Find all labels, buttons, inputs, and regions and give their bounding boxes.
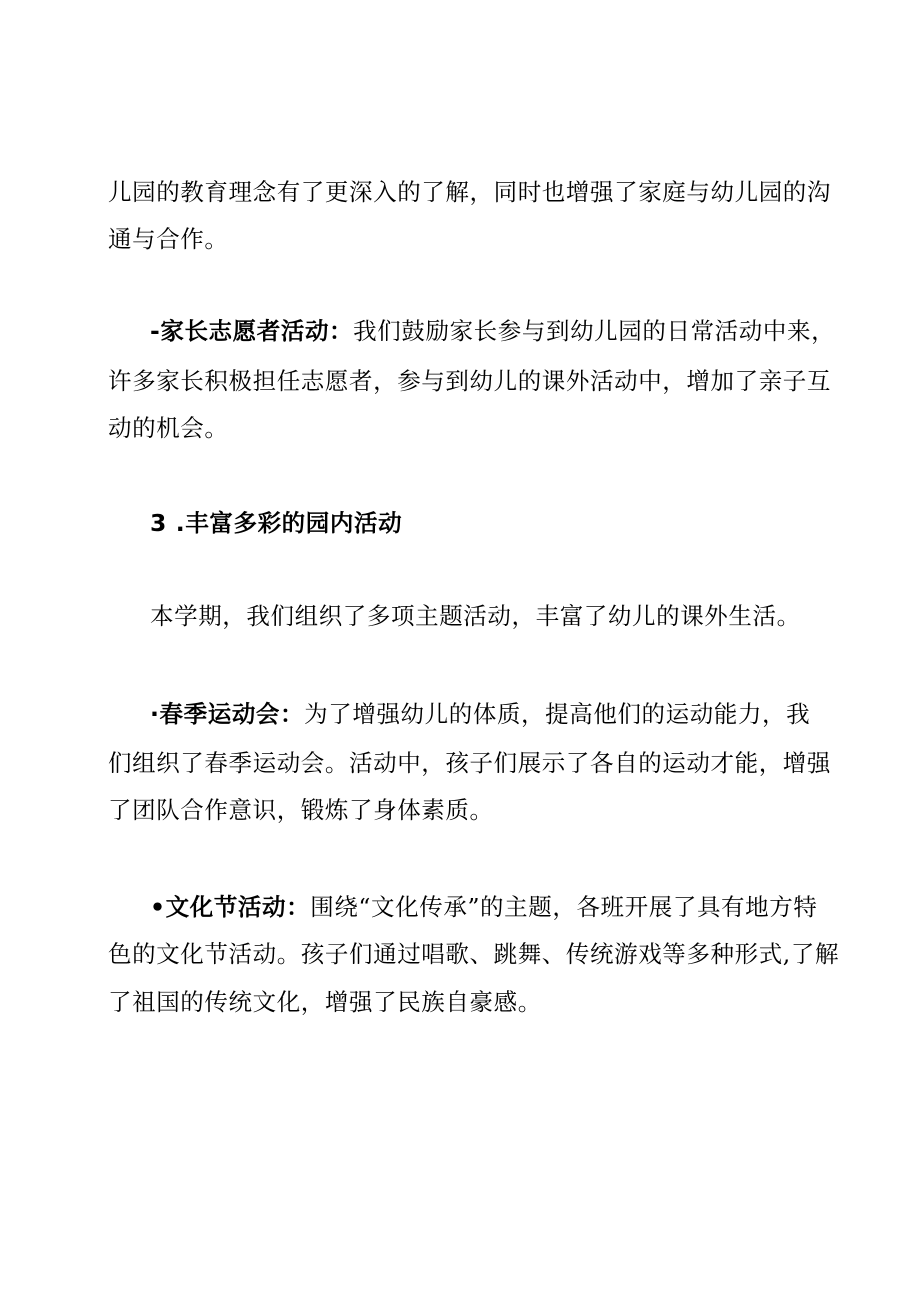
- paragraph-4-line-2: 们组织了春季运动会。活动中，孩子们展示了各自的运动才能，增强: [108, 749, 831, 777]
- paragraph-5-line-2: 色的文化节活动。孩子们通过唱歌、跳舞、传统游戏等多种形式,了解: [108, 940, 840, 968]
- paragraph-5-label: 文化节活动：: [165, 893, 311, 921]
- paragraph-4-line-3: 了团队合作意识，锻炼了身体素质。: [108, 796, 494, 824]
- paragraph-2-line-3: 动的机会。: [108, 414, 229, 442]
- section-3-number: 3: [150, 509, 167, 537]
- section-3-title: .丰富多彩的园内活动: [175, 509, 403, 537]
- paragraph-4-label: 春季运动会：: [159, 700, 305, 728]
- paragraph-4-bullet: ·: [150, 700, 160, 728]
- paragraph-2-prefix: -: [150, 317, 161, 345]
- paragraph-4-text-1: 为了增强幼儿的体质，提高他们的运动能力，我: [304, 700, 811, 728]
- paragraph-2-text-1: 我们鼓励家长参与到幼儿园的日常活动中来，: [353, 317, 836, 345]
- paragraph-2-label: 家长志愿者活动：: [160, 317, 354, 345]
- paragraph-5-line-1: [150, 892, 817, 922]
- paragraph-5-text-1: 围绕“文化传承”的主题，各班开展了具有地方特: [310, 893, 818, 921]
- paragraph-5-bullet: •: [150, 893, 166, 921]
- paragraph-1-line-1: 儿园的教育理念有了更深入的了解，同时也增强了家庭与幼儿园的沟: [108, 178, 831, 206]
- paragraph-3: 本学期，我们组织了多项主题活动，丰富了幼儿的课外生活。: [150, 602, 801, 630]
- paragraph-2-line-2: 许多家长积极担任志愿者，参与到幼儿的课外活动中，增加了亲子互: [108, 367, 831, 395]
- paragraph-4-line-1: [150, 699, 810, 729]
- paragraph-2-line-1: [150, 316, 835, 346]
- paragraph-1-line-2: 通与合作。: [108, 225, 229, 253]
- section-3-heading: [150, 508, 402, 538]
- paragraph-5-line-3: 了祖国的传统文化，增强了民族自豪感。: [108, 988, 542, 1016]
